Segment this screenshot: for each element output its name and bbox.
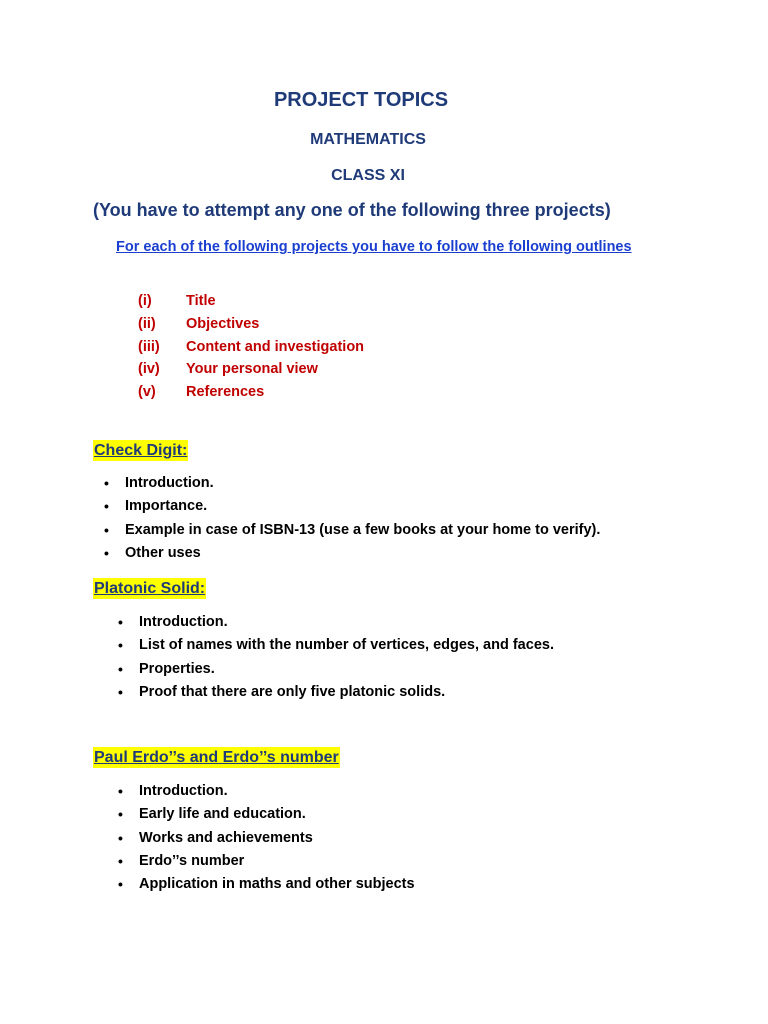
- list-item: [104, 542, 600, 565]
- bullet-glyph: •: [118, 806, 123, 823]
- list-item: [118, 780, 415, 803]
- list-item-text: Properties.: [139, 660, 215, 677]
- outline-note: For each of the following projects you have to follow the following outlines: [116, 239, 632, 255]
- bullet-glyph: •: [118, 829, 123, 846]
- bullet-glyph: •: [118, 683, 123, 700]
- bullet-glyph: •: [118, 614, 123, 630]
- outline-label: Your personal view: [186, 361, 318, 378]
- section-heading-platonic-solid: Platonic Solid:: [94, 580, 206, 597]
- list-item: [118, 611, 554, 634]
- bullet-glyph: •: [118, 637, 123, 654]
- list-item: [104, 472, 600, 495]
- list-item-text: Introduction.: [139, 783, 228, 799]
- list-item-text: Erdo’’s number: [139, 852, 245, 869]
- outline-number: (i): [138, 293, 152, 309]
- list-item-text: Introduction.: [125, 475, 214, 491]
- bullet-glyph: •: [118, 876, 123, 893]
- section-heading-check-digit: Check Digit:: [94, 442, 188, 459]
- list-item: [118, 827, 415, 850]
- list-item-text: Proof that there are only five platonic solids.: [139, 683, 446, 700]
- list-item-text: Application in maths and other subjects: [139, 876, 415, 893]
- list-item-text: Importance.: [125, 498, 208, 515]
- list-item-text: Works and achievements: [139, 829, 313, 846]
- list-item: [118, 658, 554, 681]
- bullet-glyph: •: [104, 475, 109, 491]
- outline-label: Objectives: [186, 315, 260, 332]
- instruction-text: (You have to attempt any one of the following three projects): [93, 200, 611, 220]
- bullet-glyph: •: [118, 783, 123, 799]
- list-item: [118, 873, 415, 896]
- outline-item: [138, 290, 364, 313]
- outline-item: [138, 336, 364, 359]
- outline-label: Content and investigation: [186, 338, 365, 355]
- outline-number: (ii): [138, 315, 156, 332]
- list-item: [118, 681, 554, 704]
- list-item: [118, 850, 415, 873]
- page-title: PROJECT TOPICS: [273, 89, 449, 111]
- list-item-text: Early life and education.: [139, 806, 306, 823]
- list-item-text: Other uses: [125, 544, 201, 561]
- bullet-glyph: •: [104, 498, 109, 515]
- section-bullets-platonic-solid: [118, 611, 554, 704]
- bullet-glyph: •: [118, 660, 123, 677]
- bullet-glyph: •: [118, 852, 123, 869]
- bullet-glyph: •: [104, 544, 109, 561]
- outline-number: (v): [138, 384, 156, 401]
- bullet-glyph: •: [104, 521, 109, 538]
- subject-title: MATHEMATICS: [310, 131, 426, 148]
- section-heading-erdos: Paul Erdo’’s and Erdo’’s number: [94, 749, 339, 766]
- outline-number: (iii): [138, 338, 160, 355]
- outline-item: [138, 358, 364, 381]
- class-title: CLASS XI: [331, 167, 405, 184]
- outline-number: (iv): [138, 361, 160, 378]
- section-bullets-erdos: [118, 780, 415, 896]
- outline-item: [138, 381, 364, 404]
- list-item: [118, 803, 415, 826]
- list-item-text: List of names with the number of vertices, edges, and faces.: [139, 637, 554, 654]
- outline-label: References: [186, 384, 265, 401]
- section-bullets-check-digit: [104, 472, 601, 565]
- list-item: [118, 634, 554, 657]
- outline-label: Title: [186, 293, 216, 309]
- list-item: [104, 519, 601, 542]
- list-item: [104, 495, 600, 518]
- outline-item: [138, 313, 364, 336]
- list-item-text: Example in case of ISBN-13 (use a few books at your home to verify).: [125, 521, 601, 538]
- list-item-text: Introduction.: [139, 614, 228, 630]
- outline-list: [138, 290, 364, 404]
